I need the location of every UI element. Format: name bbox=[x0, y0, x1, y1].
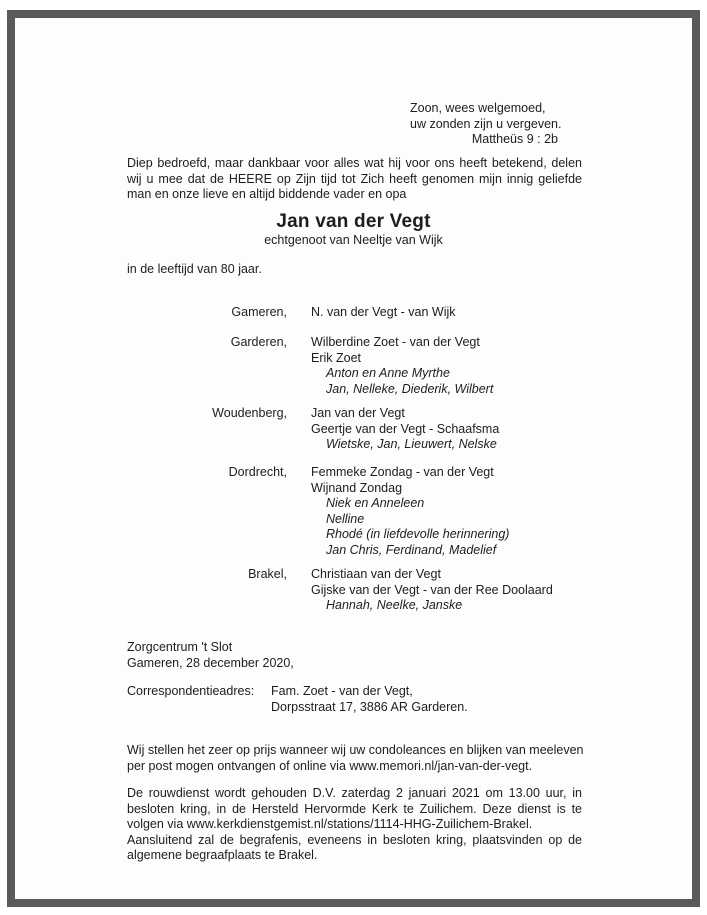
address-line: Fam. Zoet - van der Vegt, bbox=[271, 684, 413, 698]
quote-reference: Mattheüs 9 : 2b bbox=[471, 132, 558, 146]
family-member: Erik Zoet bbox=[311, 350, 362, 365]
family-member: Jan van der Vegt bbox=[311, 406, 405, 420]
family-members bbox=[311, 567, 553, 614]
correspondence-label: Correspondentieadres: bbox=[127, 684, 255, 698]
grandchildren: Niek en Anneleen bbox=[326, 496, 425, 510]
age-line: in de leeftijd van 80 jaar. bbox=[127, 262, 262, 276]
bible-quote bbox=[410, 101, 562, 148]
service-line: Aansluitend zal de begrafenis, eveneens in besloten kring, plaatsvinden op de bbox=[127, 832, 582, 847]
condolences-text bbox=[127, 743, 582, 774]
quote-line: Zoon, wees welgemoed, bbox=[410, 101, 546, 115]
spouse-line: echtgenoot van Neeltje van Wijk bbox=[264, 233, 443, 247]
grandchildren: Anton en Anne Myrthe bbox=[326, 366, 450, 380]
family-member: Gijske van der Vegt - van der Ree Doolaard bbox=[311, 582, 553, 597]
location-line: Gameren, 28 december 2020, bbox=[127, 655, 294, 670]
family-place: Woudenberg, bbox=[212, 406, 287, 420]
family-members bbox=[311, 305, 456, 321]
intro-line: Diep bedroefd, maar dankbaar voor alles wat hij voor ons heeft betekend, delen bbox=[127, 156, 582, 170]
family-place: Garderen, bbox=[230, 335, 287, 349]
intro-line: man en onze lieve en altijd biddende vader en opa bbox=[127, 187, 407, 201]
service-text bbox=[127, 786, 582, 864]
grandchildren: Jan, Nelleke, Diederik, Wilbert bbox=[326, 381, 494, 396]
service-line: De rouwdienst wordt gehouden D.V. zaterdag 2 januari 2021 om 13.00 uur, in bbox=[127, 786, 582, 800]
service-line: besloten kring, in de Hersteld Hervormde Kerk te Zuilichem. Deze dienst is te bbox=[127, 801, 582, 816]
grandchildren: Nelline bbox=[326, 511, 365, 526]
address-line: Dorpsstraat 17, 3886 AR Garderen. bbox=[271, 699, 468, 714]
family-member: Wilberdine Zoet - van der Vegt bbox=[311, 335, 480, 349]
grandchildren: Jan Chris, Ferdinand, Madelief bbox=[326, 542, 497, 557]
family-member: Christiaan van der Vegt bbox=[311, 567, 441, 581]
grandchildren: Wietske, Jan, Lieuwert, Nelske bbox=[326, 437, 497, 451]
grandchildren: Hannah, Neelke, Janske bbox=[326, 598, 463, 612]
family-member: Geertje van der Vegt - Schaafsma bbox=[311, 421, 500, 436]
family-members bbox=[311, 406, 499, 453]
service-line: volgen via www.kerkdienstgemist.nl/stations/1114-HHG-Zuilichem-Brakel. bbox=[127, 817, 533, 831]
family-place: Dordrecht, bbox=[228, 465, 287, 479]
location-line: Zorgcentrum 't Slot bbox=[127, 640, 233, 654]
family-member: Femmeke Zondag - van der Vegt bbox=[311, 465, 494, 479]
family-members bbox=[311, 335, 493, 397]
family-member: N. van der Vegt - van Wijk bbox=[311, 305, 456, 319]
condolences-line: Wij stellen het zeer op prijs wanneer wij uw condoleances en blijken van meeleven bbox=[127, 743, 584, 757]
family-place: Gameren, bbox=[231, 305, 287, 319]
deceased-name: Jan van der Vegt bbox=[276, 211, 431, 232]
grandchildren: Rhodé (in liefdevolle herinnering) bbox=[326, 527, 510, 541]
intro-text bbox=[127, 156, 582, 203]
correspondence-address bbox=[271, 684, 468, 715]
condolences-line: per post mogen ontvangen of online via www.memori.nl/jan-van-der-vegt. bbox=[127, 758, 533, 773]
service-line: algemene begraafplaats te Brakel. bbox=[127, 848, 318, 862]
quote-line: uw zonden zijn u vergeven. bbox=[410, 116, 562, 131]
location-block bbox=[127, 640, 294, 671]
family-member: Wijnand Zondag bbox=[311, 480, 403, 495]
family-place: Brakel, bbox=[248, 567, 287, 581]
family-members bbox=[311, 465, 509, 558]
intro-line: wij u mee dat de HEERE op Zijn tijd tot Zich heeft genomen mijn innig geliefde bbox=[127, 171, 582, 186]
